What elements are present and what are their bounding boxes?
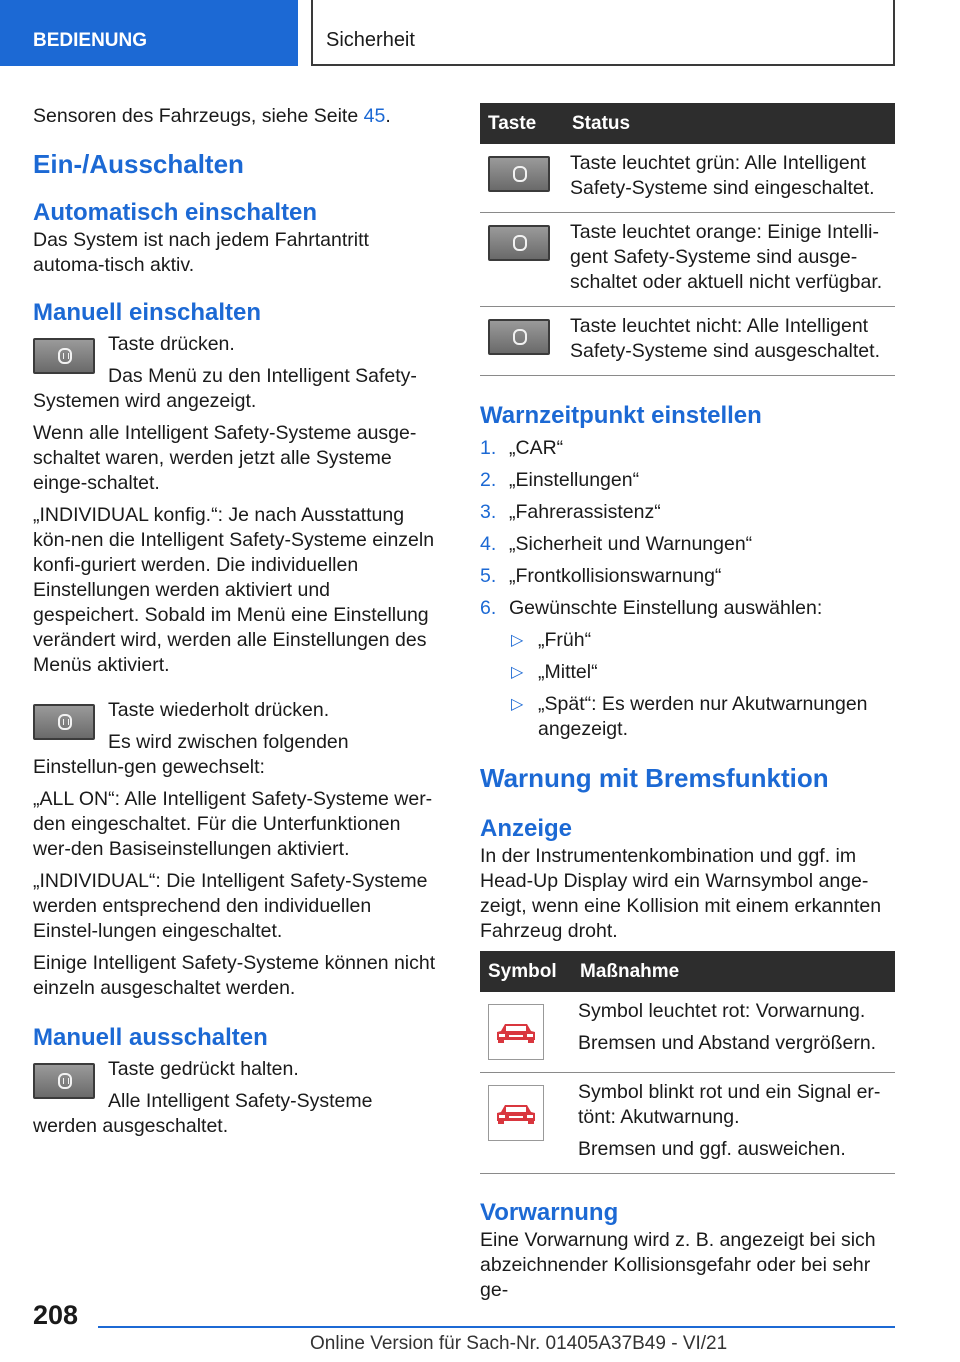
- list-item: [480, 532, 895, 557]
- step-text: „Frontkollisionswarnung“: [509, 565, 722, 587]
- triangle-bullet-icon: ▷: [511, 632, 524, 649]
- intro-text: Sensoren des Fahrzeugs, siehe Seite: [33, 105, 364, 127]
- intelligent-safety-button-icon: [488, 156, 550, 192]
- status-table-header: [480, 103, 895, 144]
- action-cell: [572, 1073, 895, 1174]
- key2-line2: Es wird zwischen folgenden Einstellun-gen gewechselt:: [33, 731, 349, 778]
- key-instruction-press: [33, 332, 437, 386]
- heading-auto-on: Automatisch einschalten: [33, 199, 318, 226]
- intelligent-safety-button-icon: [33, 704, 95, 740]
- heading-onoff: Ein-/Ausschalten: [33, 149, 244, 179]
- step-text: Gewünschte Einstellung auswählen:: [509, 597, 823, 619]
- step-text: „CAR“: [509, 437, 564, 459]
- step-number: 4.: [480, 533, 497, 555]
- table-row: [480, 1073, 895, 1174]
- paragraph-4: „INDIVIDUAL“: Die Intelligent Safety-Systeme werden entsprechend den individuellen Einstel-lungen eingeschaltet.: [33, 870, 428, 942]
- paragraph-2: „INDIVIDUAL konfig.“: Je nach Ausstattung kön-nen die Intelligent Safety-Systeme einzeln konfi-guriert werden. Die individuellen Einstellungen werden aktiviert und gespeichert. Sobald im Menü eine Einstellung verändert wird, werden alle Einstellungen des Menüs aktiviert.: [33, 504, 435, 676]
- left-column: [33, 100, 437, 1139]
- collision-warning-car-icon: [488, 1085, 544, 1141]
- action-line2: Bremsen und Abstand vergrößern.: [578, 1032, 877, 1054]
- symbol-cell: [480, 992, 572, 1073]
- heading-prewarn: Vorwarnung: [480, 1199, 619, 1226]
- step-number: 5.: [480, 565, 497, 587]
- footer-divider: [98, 1326, 895, 1328]
- section-tab[interactable]: BEDIENUNG: [0, 0, 298, 66]
- action-line1: Symbol leuchtet rot: Vorwarnung.: [578, 1000, 866, 1022]
- option-text: „Früh“: [538, 629, 592, 651]
- triangle-bullet-icon: ▷: [511, 696, 524, 713]
- paragraph-3: „ALL ON“: Alle Intelligent Safety-Systeme wer-den eingeschaltet. Für die Unterfunktionen wer-den Basiseinstellungen aktiviert.: [33, 788, 433, 860]
- step-number: 3.: [480, 501, 497, 523]
- status-key-cell: [480, 213, 564, 307]
- step-number: 1.: [480, 437, 497, 459]
- symbol-table-header: [480, 951, 895, 992]
- heading-warn-time: Warnzeitpunkt einstellen: [480, 402, 762, 429]
- key3-line2: Alle Intelligent Safety-Systeme werden ausgeschaltet.: [33, 1090, 373, 1137]
- heading-manual-on: Manuell einschalten: [33, 299, 262, 326]
- step-number: 2.: [480, 469, 497, 491]
- table-row: [480, 144, 895, 213]
- heading-manual-off: Manuell ausschalten: [33, 1024, 268, 1051]
- status-text: Taste leuchtet orange: Einige Intelli-gent Safety-Systeme sind ausge-schaltet oder aktuell nicht verfügbar.: [564, 213, 895, 307]
- right-column: [480, 103, 895, 1303]
- key-instruction-repeat: [33, 698, 437, 752]
- paragraph-5: Einige Intelligent Safety-Systeme können nicht einzeln ausgeschaltet werden.: [33, 952, 436, 999]
- list-item: [480, 468, 895, 493]
- intelligent-safety-button-icon: [33, 338, 95, 374]
- auto-text: Das System ist nach jedem Fahrtantritt automa-tisch aktiv.: [33, 229, 369, 276]
- status-table: [480, 103, 895, 376]
- status-key-cell: [480, 144, 564, 213]
- symbol-col-action: Maßnahme: [572, 951, 895, 992]
- status-text: Taste leuchtet grün: Alle Intelligent Safety-Systeme sind eingeschaltet.: [564, 144, 895, 213]
- table-row: [480, 307, 895, 376]
- list-item: [509, 660, 895, 685]
- symbol-table: [480, 951, 895, 1174]
- page-link[interactable]: 45: [363, 105, 386, 127]
- page-header: [0, 0, 960, 66]
- triangle-bullet-icon: ▷: [511, 664, 524, 681]
- footer-online-version: Online Version für Sach-Nr. 01405A37B49 - VI/21: [310, 1333, 728, 1354]
- symbol-col-symbol: Symbol: [480, 951, 572, 992]
- step-text: „Sicherheit und Warnungen“: [509, 533, 753, 555]
- action-line2: Bremsen und ggf. ausweichen.: [578, 1138, 846, 1160]
- intro-paragraph: [33, 104, 437, 129]
- symbol-cell: [480, 1073, 572, 1174]
- paragraph-1: Wenn alle Intelligent Safety-Systeme ausge-schaltet waren, werden jetzt alle Systeme einge-schaltet.: [33, 422, 417, 494]
- options-list: [509, 628, 895, 742]
- status-text: Taste leuchtet nicht: Alle Intelligent Safety-Systeme sind ausgeschaltet.: [564, 307, 895, 376]
- action-cell: [572, 992, 895, 1073]
- list-item: [480, 500, 895, 525]
- step-text: „Einstellungen“: [509, 469, 640, 491]
- key3-line1: Taste gedrückt halten.: [108, 1058, 299, 1080]
- status-key-cell: [480, 307, 564, 376]
- list-item: [480, 596, 895, 742]
- list-item: [509, 628, 895, 653]
- display-text: In der Instrumentenkombination und ggf. im Head-Up Display wird ein Warnsymbol ange-zeigt, wenn eine Kollision mit einem erkannten Fahrzeug droht.: [480, 845, 882, 942]
- intelligent-safety-button-icon: [488, 319, 550, 355]
- option-text: „Mittel“: [538, 661, 598, 683]
- table-row: [480, 992, 895, 1073]
- topic-tab[interactable]: Sicherheit: [311, 0, 895, 66]
- heading-brake: Warnung mit Bremsfunktion: [480, 763, 829, 793]
- table-row: [480, 213, 895, 307]
- heading-display: Anzeige: [480, 815, 573, 842]
- step-number: 6.: [480, 597, 497, 619]
- key2-line1: Taste wiederholt drücken.: [108, 699, 330, 721]
- status-col-status: Status: [564, 103, 895, 144]
- status-col-key: Taste: [480, 103, 564, 144]
- option-text: „Spät“: Es werden nur Akutwarnungen angezeigt.: [538, 693, 868, 740]
- list-item: [480, 436, 895, 461]
- steps-list: [480, 436, 895, 742]
- collision-warning-car-icon: [488, 1004, 544, 1060]
- list-item: [480, 564, 895, 589]
- step-text: „Fahrerassistenz“: [509, 501, 661, 523]
- action-line1: Symbol blinkt rot und ein Signal er-tönt: Akutwarnung.: [578, 1081, 881, 1128]
- list-item: [509, 692, 895, 742]
- intro-suffix: .: [385, 105, 391, 127]
- key1-line2: Das Menü zu den Intelligent Safety-Systemen wird angezeigt.: [33, 365, 417, 412]
- intelligent-safety-button-icon: [488, 225, 550, 261]
- page-number: 208: [33, 1300, 79, 1330]
- key1-line1: Taste drücken.: [108, 333, 235, 355]
- key-instruction-hold: [33, 1057, 437, 1111]
- intelligent-safety-button-icon: [33, 1063, 95, 1099]
- prewarn-text: Eine Vorwarnung wird z. B. angezeigt bei sich abzeichnender Kollisionsgefahr oder bei sehr ge-: [480, 1229, 876, 1301]
